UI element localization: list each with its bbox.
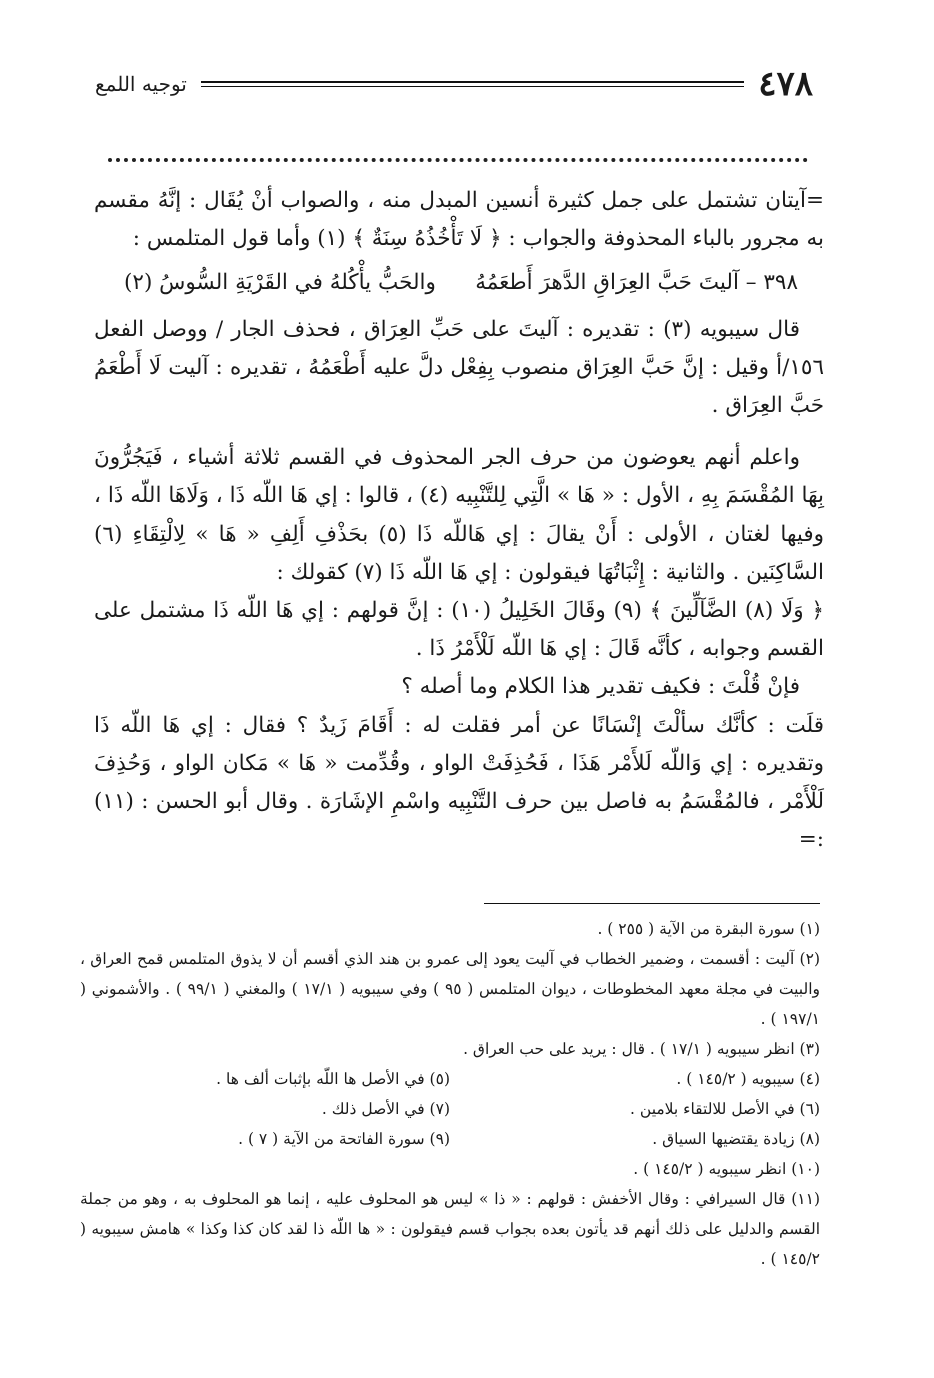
footnote-5: (٥) في الأصل ها اللّه بإثبات ألف ها . <box>216 1070 450 1088</box>
opening-paragraph: =آيتان تشتمل على جمل كثيرة أنسين المبدل منه ، والصواب أنْ يُقَال : إنَّهُ مقسم به مجرور بالباء المحذوفة والجواب : ﴿ لَا تَأْخُذُهُ سِنَةٌ ﴾ (١) وأما قول المتلمس : <box>94 188 824 252</box>
page-header <box>95 62 813 106</box>
footnote-8: (٨) زيادة يقتضيها السياق . <box>652 1130 820 1148</box>
footnote-4: (٤) سيبويه ( ١٤٥/٢ ) . <box>676 1070 820 1088</box>
dotted-separator <box>108 150 808 162</box>
poetry-verse <box>94 264 824 302</box>
footnote-1: (١) سورة البقرة من الآية ( ٢٥٥ ) . <box>597 920 820 938</box>
footnotes <box>80 914 820 1274</box>
footnote-6: (٦) في الأصل للالتقاء بلامين . <box>630 1100 820 1118</box>
running-title: توجيه اللمع <box>95 72 187 96</box>
verse-first-hemistich: ٣٩٨ – آليتَ حَبَّ العِرَاقِ الدَّهرَ أَطعَمُهُ <box>475 270 798 296</box>
verse-second-hemistich: والحَبُّ يأْكُلهُ في القَرْيَةِ السُّوسُ (٢) <box>124 270 436 296</box>
footnote-11: (١١) قال السيرافي : وقال الأخفش : قولهم : « ذا » ليس هو المحلوف عليه ، إنما هو المحلوف به ، وهو من جملة القسم والدليل على ذلك أنهم قد يأتون بعده بجواب قسم فيقولون : « ها اللّه ذا لقد كان كذا وكذا » هامش سيبويه ( ١٤٥/٢ ) . <box>80 1190 821 1268</box>
footnote-row <box>80 1094 820 1124</box>
footnote-10: (١٠) انظر سيبويه ( ١٤٥/٢ ) . <box>633 1160 820 1178</box>
footnote-7: (٧) في الأصل ذلك . <box>321 1100 450 1118</box>
footnote-3: (٣) انظر سيبويه ( ١٧/١ ) . قال : يريد على حب العراق . <box>463 1040 820 1058</box>
paragraph-ayah: ﴿ وَلَا (٨) الضَّآلِّينَ ﴾ (٩) وقَالَ الخَلِيلُ (١٠) : إنَّ قولهم : إي هَا اللّه ذَا مشتمل على القسم وجوابه ، كأنَّه قَالَ : إي هَا اللّه لَلْأَمْرُ ذَا . <box>94 598 824 662</box>
paragraph-sibawayh: قال سيبويه (٣) : تقديره : آليتَ على حَبِّ العِرَاق ، فحذف الجار / ووصل الفعل ١٥٦/أ وقيل : إنَّ حَبَّ العِرَاق منصوب بِفِعْل دلَّ عليه أَطْعَمُهُ ، تقديره : آليت لَا أَطْعَمُ حَبَّ العِرَاق . <box>94 316 824 419</box>
page-number: ٤٧٨ <box>758 64 813 104</box>
footnote-row <box>80 1064 820 1094</box>
main-text <box>94 182 824 859</box>
header-rule <box>201 81 744 87</box>
paragraph-qasam: واعلم أنهم يعوضون من حرف الجر المحذوف في القسم ثلاثة أشياء ، فَيَجُرُّونَ بِهَا المُقْسَمَ بِهِ ، الأول : « هَا » الَّتِي لِلتَّنْبِيه (٤) ، قالوا : إي هَا اللّه ذَا ، وَلَاهَا اللّه ذَا ، وفيها لغتان ، الأولى : أَنْ يقالَ : إي هَاللّه ذَا (٥) بحَذْفِ أَلِفِ « هَا » لِالْتِقَاءِ (٦) السَّاكِنَين . والثانية : إِثْبَاتُهَا فيقولون : إي هَا اللّه ذَا (٧) كقولك : <box>94 445 824 585</box>
footnote-9: (٩) سورة الفاتحة من الآية ( ٧ ) . <box>238 1130 450 1148</box>
footnote-separator <box>484 903 820 904</box>
footnote-2: (٢) آليت : أقسمت ، وضمير الخطاب في آليت يعود إلى عمرو بن هند الذي أقسم أن لا يذوق المتلمس قمح العراق ، والبيت في مجلة معهد المخطوطات ، ديوان المتلمس ( ٩٥ ) وفي سيبويه ( ١٧/١ ) والمغني ( ٩٩/١ ) . والأشموني ( ١٩٧/١ ) . <box>80 950 820 1028</box>
footnote-row <box>80 1124 820 1154</box>
paragraph-question: فإنْ قُلْتَ : فكيف تقدير هذا الكلام وما أصله ؟ <box>401 674 800 700</box>
paragraph-answer: قلَت : كأنَّك سألْتَ إنْسَانًا عن أمر فقلت له : أَقَامَ زَيدٌ ؟ فقال : إي هَا اللّه ذَا وتقديره : إي وَاللّه لَلأَمْر هَذَا ، فَحُذِفَتْ الواو ، وقُدِّمت « هَا » مَكان الواو ، وَحُذِفَ لَلْأَمْر ، فالمُقْسَمُ به فاصل بين حرف التَّنْبِيه واسْمِ الإشَارَة . وقال أبو الحسن : (١١) := <box>94 712 825 853</box>
